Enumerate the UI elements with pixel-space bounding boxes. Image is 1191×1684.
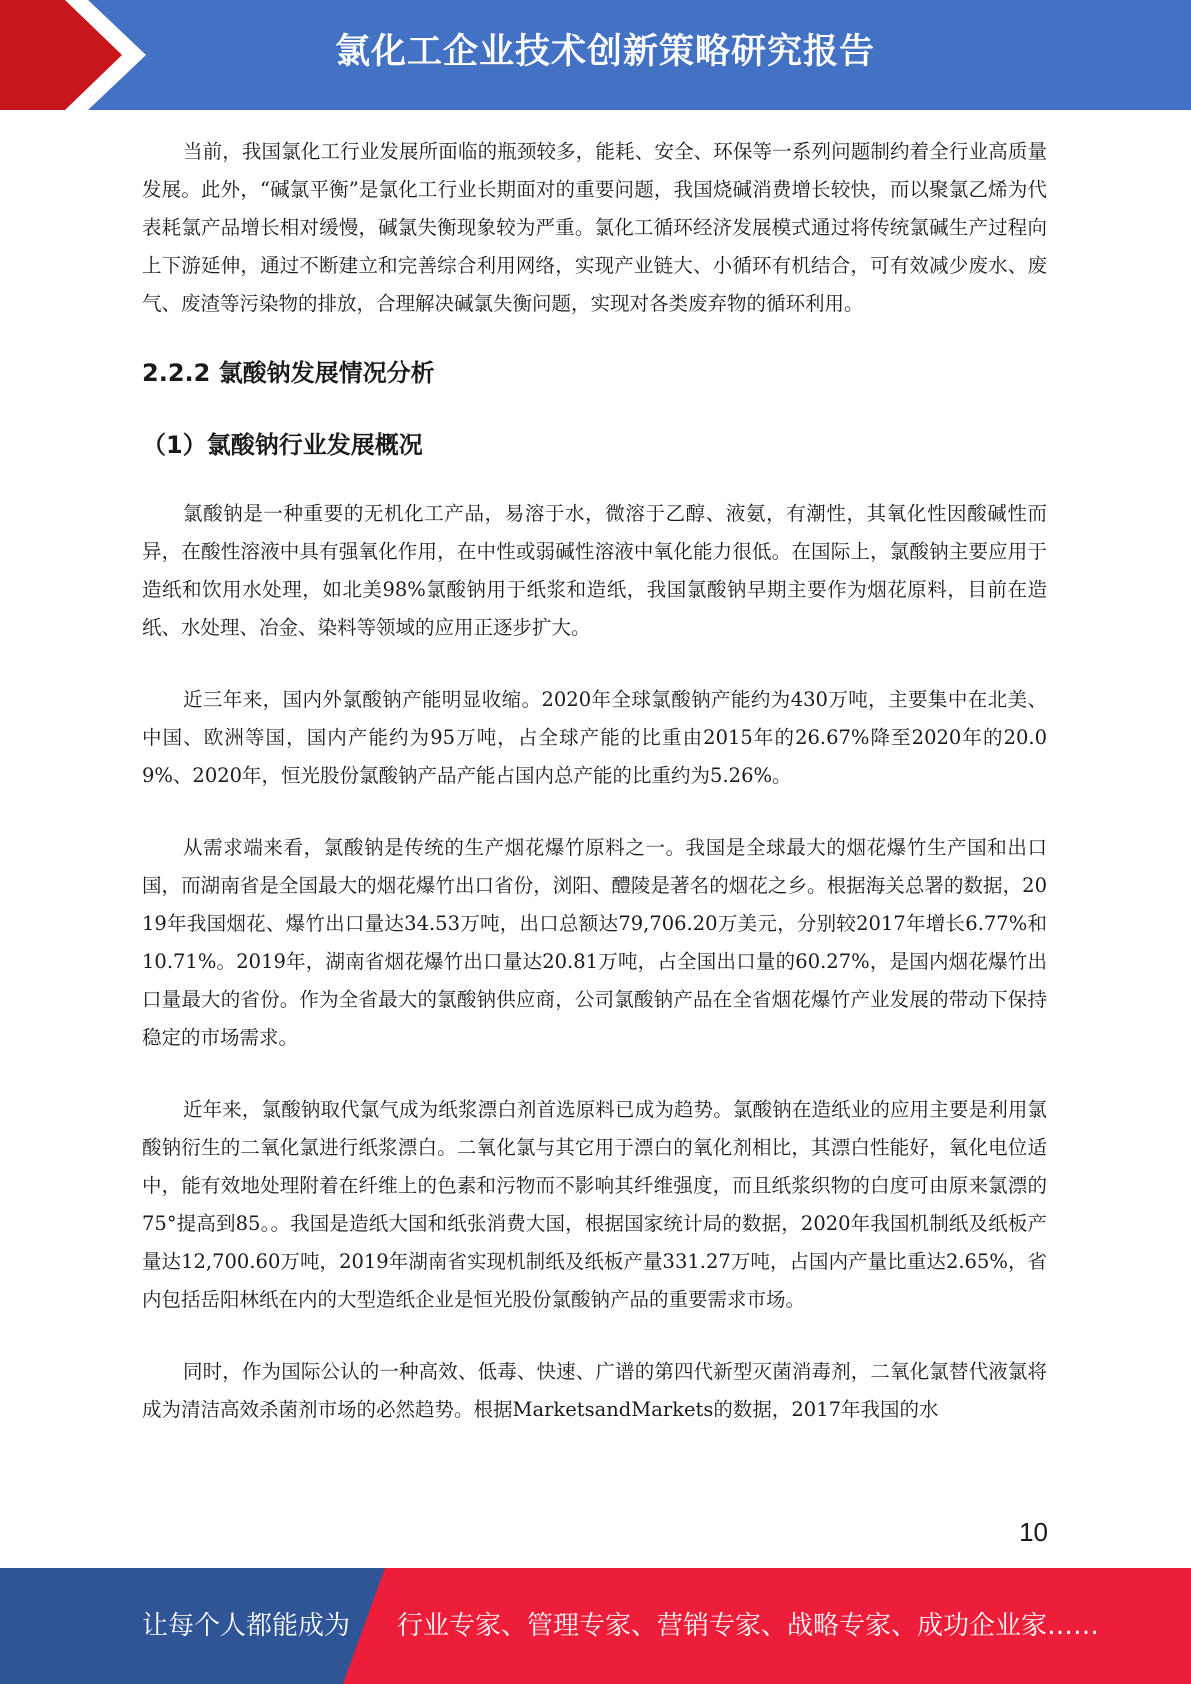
- body-paragraph: 近三年来，国内外氯酸钠产能明显收缩。2020年全球氯酸钠产能约为430万吨，主要集中在北美、中国、欧洲等国，国内产能约为95万吨，占全球产能的比重由2015年的26.67%降至2020年的20.09%、2020年，恒光股份氯酸钠产品产能占国内总产能的比重约为5.26%。: [142, 688, 1047, 787]
- page-header: [0, 0, 1191, 110]
- section-heading: 2.2.2 氯酸钠发展情况分析: [142, 359, 435, 387]
- body-paragraph: 近年来，氯酸钠取代氯气成为纸浆漂白剂首选原料已成为趋势。氯酸钠在造纸业的应用主要是利用氯酸钠衍生的二氧化氯进行纸浆漂白。二氧化氯与其它用于漂白的氧化剂相比，其漂白性能好，氧化电位适中，能有效地处理附着在纤维上的色素和污物而不影响其纤维强度，而且纸浆织物的白度可由原来氯漂的75°提高到85。。我国是造纸大国和纸张消费大国，根据国家统计局的数据，2020年我国机制纸及纸板产量达12,700.60万吨，2019年湖南省实现机制纸及纸板产量331.27万吨，占国内产量比重达2.65%，省内包括岳阳林纸在内的大型造纸企业是恒光股份氯酸钠产品的重要需求市场。: [142, 1098, 1047, 1311]
- chevron-arrow-icon: [0, 0, 160, 110]
- body-paragraph: 当前，我国氯化工行业发展所面临的瓶颈较多，能耗、安全、环保等一系列问题制约着全行业高质量发展。此外，“碱氯平衡”是氯化工行业长期面对的重要问题，我国烧碱消费增长较快，而以聚氯乙烯为代表耗氯产品增长相对缓慢，碱氯失衡现象较为严重。氯化工循环经济发展模式通过将传统氯碱生产过程向上下游延伸，通过不断建立和完善综合利用网络，实现产业链大、小循环有机结合，可有效减少废水、废气、废渣等污染物的排放，合理解决碱氯失衡问题，实现对各类废弃物的循环利用。: [142, 140, 1047, 315]
- report-body: [142, 133, 1047, 1429]
- report-title: 氯化工企业技术创新策略研究报告: [334, 32, 875, 72]
- footer-slogan-left: 让每个人都能成为: [142, 1611, 351, 1641]
- page-footer: [0, 1568, 1191, 1684]
- body-paragraph: 从需求端来看，氯酸钠是传统的生产烟花爆竹原料之一。我国是全球最大的烟花爆竹生产国和出口国，而湖南省是全国最大的烟花爆竹出口省份，浏阳、醴陵是著名的烟花之乡。根据海关总署的数据，2019年我国烟花、爆竹出口量达34.53万吨，出口总额达79,706.20万美元，分别较2017年增长6.77%和10.71%。2019年，湖南省烟花爆竹出口量达20.81万吨，占全国出口量的60.27%，是国内烟花爆竹出口量最大的省份。作为全省最大的氯酸钠供应商，公司氯酸钠产品在全省烟花爆竹产业发展的带动下保持稳定的市场需求。: [142, 836, 1048, 1049]
- subsection-heading: （1）氯酸钠行业发展概况: [142, 431, 423, 459]
- footer-slogan-right: 行业专家、管理专家、营销专家、战略专家、成功企业家……: [397, 1611, 1100, 1641]
- body-paragraph: 同时，作为国际公认的一种高效、低毒、快速、广谱的第四代新型灭菌消毒剂，二氧化氯替代液氯将成为清洁高效杀菌剂市场的必然趋势。根据MarketsandMarkets的数据，2017年我国的水: [142, 1360, 1047, 1421]
- page-number: 10: [1019, 1517, 1048, 1547]
- body-paragraph: 氯酸钠是一种重要的无机化工产品，易溶于水，微溶于乙醇、液氨，有潮性，其氧化性因酸碱性而异，在酸性溶液中具有强氧化作用，在中性或弱碱性溶液中氧化能力很低。在国际上，氯酸钠主要应用于造纸和饮用水处理，如北美98%氯酸钠用于纸浆和造纸，我国氯酸钠早期主要作为烟花原料，目前在造纸、水处理、冶金、染料等领域的应用正逐步扩大。: [142, 502, 1047, 639]
